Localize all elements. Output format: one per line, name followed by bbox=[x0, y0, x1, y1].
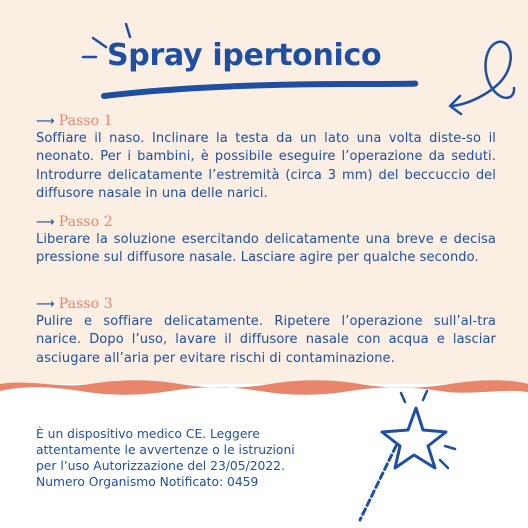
step-text: Pulire e soffiare delicatamente. Ripetere l’operazione sull’al-tra narice. Dopo l’uso, lavare il diffusore nasale con acqua e lasciar asciugare all’aria per evitare rischi di contaminazione. bbox=[36, 314, 496, 366]
step-text: Soffiare il naso. Inclinare la testa da un lato una volta diste-so il neonato. Per i bambini, è possibile eseguire l’operazione da seduti. Introdurre delicatamente l’estremità (circa 3 mm) del beccuccio del diffusore nasale in una delle narici. bbox=[36, 131, 496, 202]
notice-line: per l’uso Autorizzazione del 23/05/2022. bbox=[36, 459, 285, 473]
step-label: Passo 1 bbox=[58, 113, 113, 129]
arrow-right-icon: ⟶ bbox=[36, 215, 55, 230]
magic-wand-star-icon bbox=[360, 391, 455, 520]
step-2 bbox=[36, 214, 496, 268]
notice-line: Numero Organismo Notificato: 0459 bbox=[36, 475, 259, 489]
step-header bbox=[36, 113, 496, 130]
notice-line: È un dispositivo medico CE. Leggere bbox=[36, 427, 260, 441]
step-header bbox=[36, 296, 496, 313]
loop-arrow-icon bbox=[452, 42, 514, 106]
step-header bbox=[36, 214, 496, 231]
title-underline bbox=[104, 84, 415, 96]
page-title: Spray ipertonico bbox=[107, 38, 382, 73]
step-label: Passo 2 bbox=[58, 214, 113, 230]
regulatory-notice bbox=[36, 426, 346, 490]
arrow-right-icon: ⟶ bbox=[36, 114, 55, 129]
arrow-right-icon: ⟶ bbox=[36, 297, 55, 312]
step-3 bbox=[36, 296, 496, 368]
notice-line: attentamente le avvertenze o le istruzioni bbox=[36, 443, 295, 457]
step-1 bbox=[36, 113, 496, 204]
step-text: Liberare la soluzione esercitando delicatamente una breve e decisa pressione sul diffusore nasale. Lasciare agire per qualche secondo. bbox=[36, 232, 496, 266]
step-label: Passo 3 bbox=[58, 296, 113, 312]
wavy-divider bbox=[0, 380, 528, 395]
